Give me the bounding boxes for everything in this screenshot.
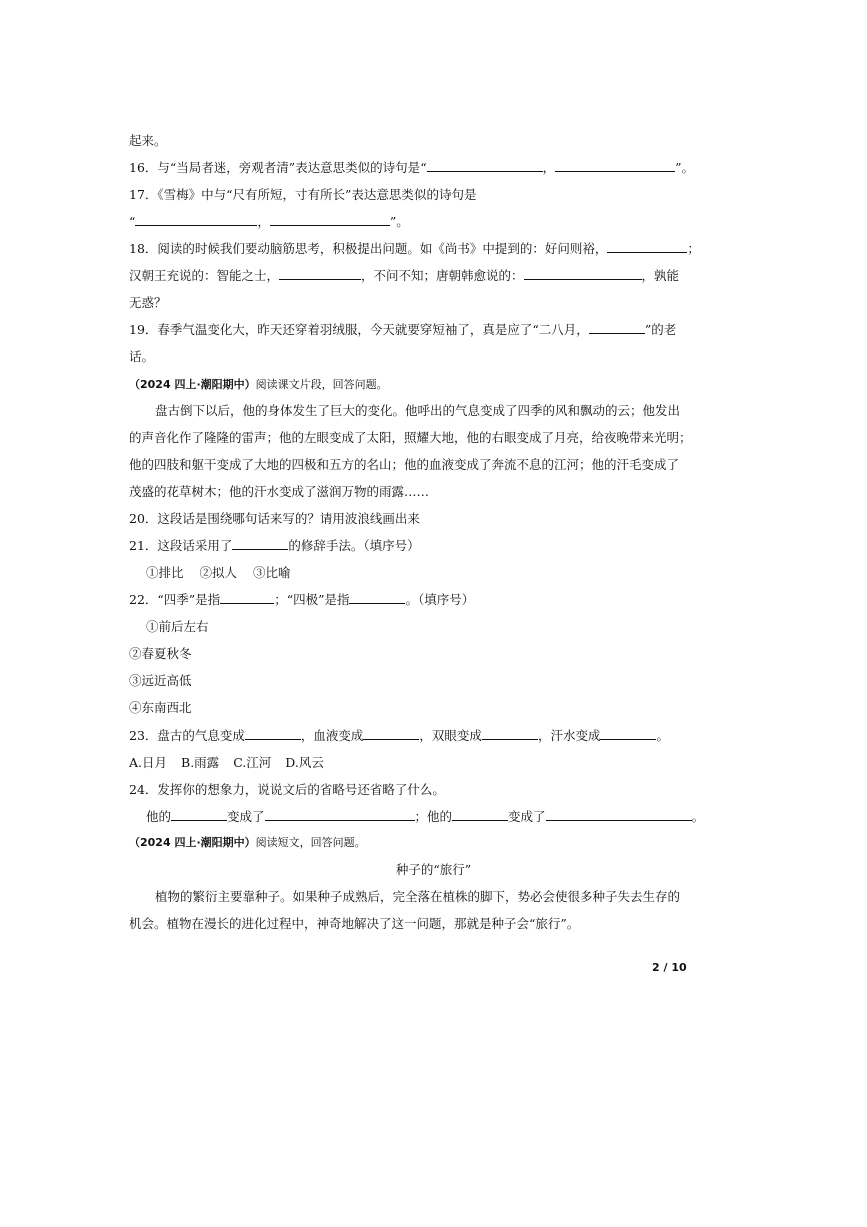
question-20: 20．这段话是围绕哪句话来写的？请用波浪线画出来 [129,511,420,526]
question-23-options [129,754,689,772]
question-17-answer-line: “ ， ”。 [129,214,409,229]
question-21: 21．这段话采用了 的修辞手法。（填序号） [129,538,420,553]
answer-blank[interactable] [546,808,692,821]
option[interactable]: C.江河 [233,755,272,770]
option[interactable]: B.雨露 [181,755,220,770]
option[interactable]: ②春夏秋冬 [129,646,192,661]
text-line: 话。 [129,349,155,364]
question-24: 24．发挥你的想象力，说说文后的省略号还省略了什么。 [129,782,445,797]
question-24-answer-line: 他的 变成了 ；他的 变成了 。 [146,809,705,824]
question-22: 22．“四季”是指 ；“四极”是指 。（填序号） [129,592,475,607]
option[interactable]: ③比喻 [253,565,291,580]
question-17: 17．《雪梅》中与“尺有所短，寸有所长”表达意思类似的诗句是 [129,187,477,202]
passage-line: 茂盛的花草树木；他的汗水变成了滋润万物的雨露…… [129,484,430,499]
question-18: 18．阅读的时候我们要动脑筋思考，积极提出问题。如《尚书》中提到的：好问则裕， ； [129,241,700,256]
question-21-options [146,564,706,582]
answer-blank[interactable] [363,727,419,740]
answer-blank[interactable] [220,591,274,604]
option[interactable]: D.风云 [285,755,324,770]
passage-line: 机会。植物在漫长的进化过程中，神奇地解决了这一问题，那就是种子会“旅行”。 [129,916,580,931]
answer-blank[interactable] [279,267,361,280]
answer-blank[interactable] [270,213,390,226]
option[interactable]: A.日月 [129,755,168,770]
passage-line: 他的四肢和躯干变成了大地的四极和五方的名山；他的血液变成了奔流不息的江河；他的汗毛变成了 [129,457,680,472]
answer-blank[interactable] [452,808,508,821]
answer-blank[interactable] [171,808,227,821]
question-16: 16．与“当局者迷，旁观者清”表达意思类似的诗句是“ ， ”。 [129,160,694,175]
passage-line: 植物的繁衍主要靠种子。如果种子成熟后，完全落在植株的脚下，势必会使很多种子失去生存的 [155,889,681,904]
passage-line: 的声音化作了隆隆的雷声；他的左眼变成了太阳，照耀大地，他的右眼变成了月亮，给夜晚带来光明； [129,430,692,445]
answer-blank[interactable] [427,159,543,172]
passage-line: 盘古倒下以后，他的身体发生了巨大的变化。他呼出的气息变成了四季的风和飘动的云；他发出 [155,403,681,418]
answer-blank[interactable] [135,213,257,226]
option[interactable]: ③远近高低 [129,673,192,688]
source-note: （2024 四上·潮阳期中）阅读短文，回答问题。 [129,836,366,849]
question-19: 19．春季气温变化大，昨天还穿着羽绒服，今天就要穿短袖了，真是应了“二八月， ”的老 [129,322,677,337]
answer-blank[interactable] [589,321,645,334]
answer-blank[interactable] [265,808,415,821]
source-note: （2024 四上·潮阳期中）阅读课文片段，回答问题。 [129,378,388,391]
answer-blank[interactable] [607,240,687,253]
page-number: 2 / 10 [652,961,687,974]
answer-blank[interactable] [600,727,656,740]
answer-blank[interactable] [349,591,405,604]
text-line: 起来。 [129,133,167,148]
option[interactable]: ②拟人 [199,565,238,580]
option[interactable]: ①排比 [146,565,184,580]
option[interactable]: ④东南西北 [129,700,192,715]
answer-blank[interactable] [245,727,301,740]
answer-blank[interactable] [524,267,642,280]
answer-blank[interactable] [555,159,675,172]
passage-title: 种子的“旅行” [395,862,472,877]
text-line: 无惑？ [129,295,167,310]
answer-blank[interactable] [232,537,288,550]
question-23: 23．盘古的气息变成 ，血液变成 ，双眼变成 ，汗水变成 。 [129,728,669,743]
answer-blank[interactable] [482,727,538,740]
question-18-line-2: 汉朝王充说的：智能之士， ，不问不知；唐朝韩愈说的： ，孰能 [129,268,680,283]
option[interactable]: ①前后左右 [146,619,209,634]
